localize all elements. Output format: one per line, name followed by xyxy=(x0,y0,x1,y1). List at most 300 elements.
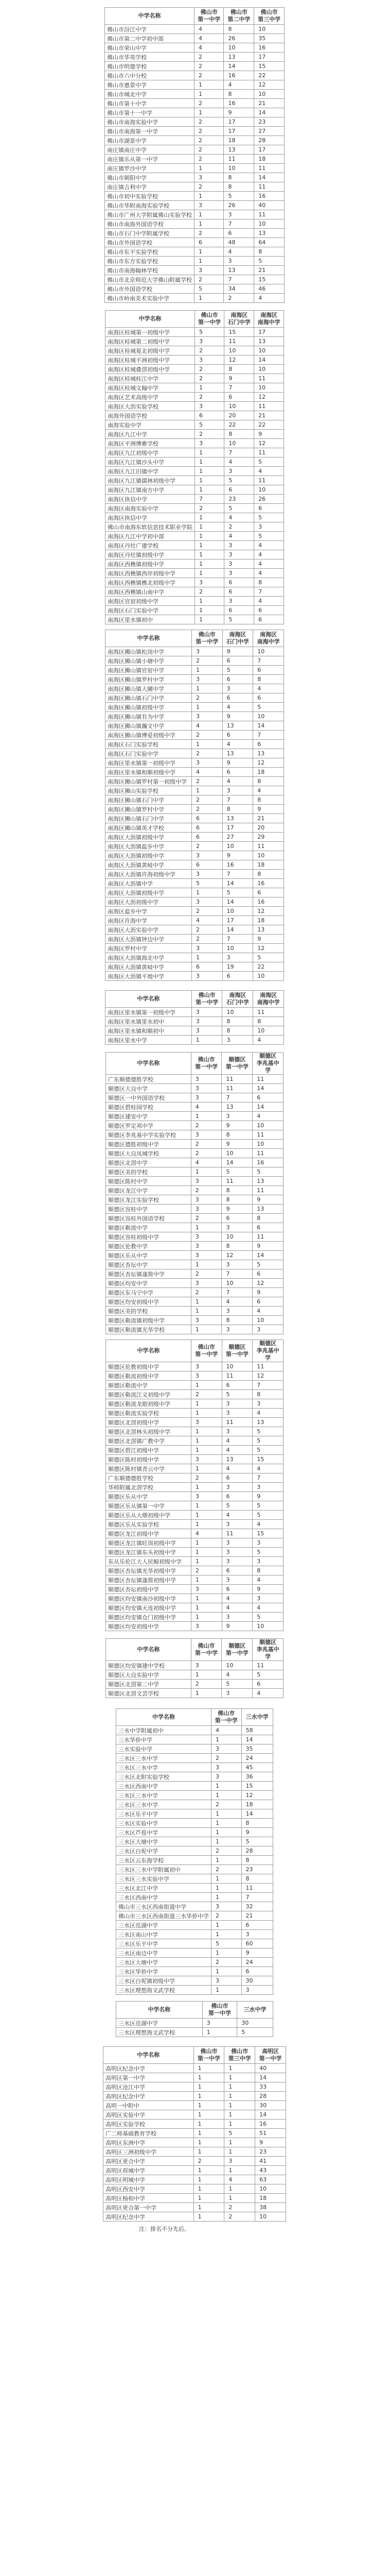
quota-cell: 19 xyxy=(222,962,253,972)
school-name-cell: 南庄镇罗沙中学 xyxy=(105,164,194,173)
table-row xyxy=(105,749,284,758)
table-row xyxy=(106,1186,284,1195)
quota-cell: 8 xyxy=(253,870,284,879)
quota-cell: 10 xyxy=(253,1121,284,1130)
table-row xyxy=(116,1800,273,1809)
quota-cell: 3 xyxy=(222,1223,253,1232)
quota-cell: 14 xyxy=(253,1084,284,1093)
column-header-school: 中学名称 xyxy=(106,1639,191,1661)
quota-cell: 1 xyxy=(224,2138,255,2147)
table-row xyxy=(105,1017,284,1026)
quota-cell: 11 xyxy=(253,1186,284,1195)
quota-cell: 6 xyxy=(222,731,253,740)
table-row xyxy=(106,1195,284,1205)
table-row xyxy=(105,888,284,897)
quota-cell: 1 xyxy=(191,786,222,795)
quota-cell: 11 xyxy=(253,1362,284,1371)
school-name-cell: 南海区狮山镇石门中学 xyxy=(105,795,192,805)
school-name-cell: 南海区桂城叠滘初级中学 xyxy=(105,365,195,374)
table-row xyxy=(106,1501,284,1511)
school-name-cell: 佛山市南海东软信息技术职业学院 xyxy=(105,522,195,532)
school-name-cell: 佛山市北京师范大学佛山附属学校 xyxy=(105,275,194,284)
table-row xyxy=(105,383,284,393)
quota-cell: 1 xyxy=(211,1893,242,1902)
quota-cell: 7 xyxy=(195,495,224,504)
quota-cell: 7 xyxy=(241,1893,273,1902)
school-name-cell: 南海区九江中学初中部 xyxy=(105,532,195,541)
table-row xyxy=(116,1763,273,1772)
school-name-cell: 佛山市南海实验中学 xyxy=(105,117,194,127)
column-header-quota: 佛山市 第三中学 xyxy=(254,8,285,25)
table-row xyxy=(103,2175,286,2184)
table-row xyxy=(103,2203,286,2212)
quota-cell: 1 xyxy=(195,522,224,532)
column-header-quota: 佛山市 第一中学 xyxy=(194,8,224,25)
school-name-cell: 三水区大塘中学 xyxy=(116,1837,211,1846)
quota-cell: 8 xyxy=(222,1130,253,1140)
quota-cell: 1 xyxy=(224,2110,255,2120)
quota-cell: 4 xyxy=(253,1520,284,1529)
quota-cell: 9 xyxy=(222,1205,253,1214)
school-name-cell: 顺德区陈村初级中学 xyxy=(106,1455,191,1464)
quota-cell: 7 xyxy=(222,935,253,944)
quota-cell: 5 xyxy=(253,1167,284,1177)
quota-cell: 11 xyxy=(254,476,284,485)
column-header-quota: 南海区 南海中学 xyxy=(253,991,284,1008)
quota-cell: 2 xyxy=(211,1754,242,1763)
quota-cell: 4 xyxy=(222,1436,253,1446)
table-row xyxy=(105,117,285,127)
school-name-cell: 南海区桂城平洲初级中学 xyxy=(105,355,195,365)
quota-cell: 2 xyxy=(194,155,224,164)
quota-cell: 10 xyxy=(255,2212,286,2222)
school-name-cell: 南海区里水镇第一初级中学 xyxy=(105,1008,192,1017)
quota-cell: 1 xyxy=(211,1819,242,1828)
table-row xyxy=(103,2082,286,2092)
school-name-cell: 南海区大沥镇初级中学 xyxy=(105,833,192,842)
column-header-quota: 南海区 南海中学 xyxy=(254,311,284,328)
table-row xyxy=(105,284,285,294)
table-row xyxy=(105,560,284,569)
quota-cell: 5 xyxy=(253,1670,284,1680)
quota-cell: 1 xyxy=(211,1782,242,1791)
quota-cell: 10 xyxy=(224,346,254,355)
quota-cell: 11 xyxy=(254,448,284,457)
quota-cell: 1 xyxy=(195,532,224,541)
table-row xyxy=(116,2019,273,2028)
table-row xyxy=(105,731,284,740)
quota-cell: 6 xyxy=(191,823,222,833)
quota-cell: 2 xyxy=(211,1911,242,1921)
quota-cell: 5 xyxy=(253,1501,284,1511)
column-header-quota: 佛山市 第一中学 xyxy=(191,1639,222,1661)
school-name-cell: 南海区罗村中学 xyxy=(105,944,192,953)
column-header-school: 中学名称 xyxy=(116,1709,211,1726)
table-row xyxy=(116,1902,273,1911)
table-row xyxy=(103,2129,286,2138)
quota-cell: 15 xyxy=(253,1529,284,1538)
quota-cell: 1 xyxy=(195,513,224,522)
school-name-cell: 佛山市惠景中学 xyxy=(105,80,194,90)
quota-cell: 10 xyxy=(253,1140,284,1149)
table-row xyxy=(116,1986,273,1995)
quota-table xyxy=(104,7,285,303)
table-row xyxy=(116,1939,273,1948)
quota-cell: 3 xyxy=(222,1399,253,1409)
quota-cell: 17 xyxy=(254,328,284,337)
school-name-cell: 顺德区乐从镇第一中学 xyxy=(106,1501,191,1511)
table-row xyxy=(105,833,284,842)
table-row xyxy=(116,1754,273,1763)
table-header-row xyxy=(105,8,285,25)
quota-cell: 63 xyxy=(255,2175,286,2184)
table-row xyxy=(103,2120,286,2129)
table-header-row xyxy=(116,1709,273,1726)
quota-cell: 2 xyxy=(194,99,224,108)
quota-cell: 11 xyxy=(253,1008,284,1017)
quota-cell: 4 xyxy=(222,1297,253,1307)
table-row xyxy=(106,1362,284,1371)
quota-cell: 13 xyxy=(253,1177,284,1186)
quota-cell: 2 xyxy=(191,1140,222,1149)
school-name-cell: 三水区范湖中学 xyxy=(116,2019,203,2028)
quota-cell: 20 xyxy=(253,823,284,833)
table-row xyxy=(106,1371,284,1381)
table-row xyxy=(106,1223,284,1232)
school-name-cell: 顺德区乐从大墩初级中学 xyxy=(106,1511,191,1520)
school-name-cell: 高明区杨和中学 xyxy=(103,2194,194,2203)
table-row xyxy=(116,1893,273,1902)
quota-cell: 24 xyxy=(241,1754,273,1763)
school-name-cell: 顺德区龙江中学 xyxy=(106,1186,191,1195)
quota-cell: 3 xyxy=(191,870,222,879)
quota-cell: 8 xyxy=(222,1026,253,1036)
quota-cell: 1 xyxy=(224,2073,255,2082)
quota-cell: 7 xyxy=(224,383,254,393)
quota-cell: 4 xyxy=(222,703,253,712)
quota-cell: 27 xyxy=(222,833,253,842)
school-name-cell: 广东顺德德胜学校 xyxy=(106,1473,191,1483)
quota-cell: 5 xyxy=(253,1511,284,1520)
school-name-cell: 顺德区北滘林头初级中学 xyxy=(106,1427,191,1436)
quota-cell: 11 xyxy=(222,1371,253,1381)
table-row xyxy=(116,1930,273,1939)
quota-cell: 1 xyxy=(191,1511,222,1520)
school-name-cell: 佛山市三水区西南街道中学 xyxy=(116,1902,211,1911)
quota-cell: 3 xyxy=(191,1661,222,1670)
school-name-cell: 高明区实验学校 xyxy=(103,2120,194,2129)
quota-cell: 4 xyxy=(253,684,284,693)
quota-cell: 2 xyxy=(211,1846,242,1856)
quota-cell: 3 xyxy=(191,1242,222,1251)
school-name-cell: 三水区南山中学 xyxy=(116,1930,211,1939)
quota-cell: 2 xyxy=(193,2157,224,2166)
quota-cell: 5 xyxy=(237,2028,273,2037)
school-name-cell: 高明区东洲中学 xyxy=(103,2138,194,2147)
quota-cell: 1 xyxy=(195,383,224,393)
quota-cell: 8 xyxy=(224,25,254,34)
table-row xyxy=(105,550,284,560)
quota-cell: 8 xyxy=(241,1856,273,1865)
quota-cell: 6 xyxy=(191,962,222,972)
quota-cell: 12 xyxy=(253,1371,284,1381)
table-row xyxy=(106,1399,284,1409)
table-row xyxy=(105,944,284,953)
quota-cell: 10 xyxy=(254,485,284,495)
quota-cell: 2 xyxy=(191,1269,222,1279)
quota-cell: 3 xyxy=(224,569,254,578)
quota-cell: 23 xyxy=(254,117,285,127)
quota-cell: 9 xyxy=(224,374,254,383)
quota-cell: 6 xyxy=(241,1921,273,1930)
quota-cell: 1 xyxy=(191,1036,222,1045)
school-name-cell: 三水区三水中学 xyxy=(116,1763,211,1772)
table-row xyxy=(105,34,285,43)
quota-cell: 3 xyxy=(222,1520,253,1529)
table-row xyxy=(106,1680,284,1689)
school-name-cell: 三水区理想海文武学校 xyxy=(116,1986,211,1995)
school-name-cell: 南海区狮山镇英才学校 xyxy=(105,823,192,833)
quota-cell: 40 xyxy=(255,2064,286,2073)
quota-cell: 10 xyxy=(253,1026,284,1036)
quota-cell: 1 xyxy=(224,2184,255,2194)
quota-cell: 30 xyxy=(255,2101,286,2110)
table-row xyxy=(105,935,284,944)
quota-cell: 14 xyxy=(255,2110,286,2120)
quota-cell: 1 xyxy=(224,2101,255,2110)
school-name-cell: 南海区狮山镇大圃中学 xyxy=(105,684,192,693)
quota-cell: 3 xyxy=(194,173,224,182)
table-row xyxy=(103,2166,286,2175)
table-row xyxy=(116,1921,273,1930)
school-name-cell: 顺德区均安镇天连初级中学 xyxy=(106,1603,191,1613)
quota-cell: 3 xyxy=(191,1084,222,1093)
quota-cell: 30 xyxy=(237,2019,273,2028)
table-row xyxy=(105,666,284,675)
quota-cell: 2 xyxy=(191,842,222,851)
table-row xyxy=(106,1279,284,1288)
quota-cell: 3 xyxy=(253,1399,284,1409)
table-row xyxy=(105,870,284,879)
table-row xyxy=(105,522,284,532)
school-name-cell: 佛山市南海翰林学校 xyxy=(105,266,194,275)
table-row xyxy=(105,328,284,337)
quota-cell: 9 xyxy=(222,712,253,721)
table-row xyxy=(106,1613,284,1622)
table-row xyxy=(116,1846,273,1856)
quota-cell: 2 xyxy=(195,346,224,355)
school-name-cell: 三水区实验中学 xyxy=(116,1819,211,1828)
quota-cell: 4 xyxy=(224,2175,255,2184)
quota-cell: 11 xyxy=(224,155,254,164)
quota-cell: 1 xyxy=(191,1260,222,1269)
quota-cell: 60 xyxy=(241,1939,273,1948)
quota-cell: 10 xyxy=(254,219,285,229)
quota-cell: 1 xyxy=(194,164,224,173)
school-name-cell: 三水区北江中学 xyxy=(116,1884,211,1893)
column-header-quota: 南海区 石门中学 xyxy=(222,630,253,647)
quota-cell: 2 xyxy=(194,53,224,62)
school-name-cell: 南海区大沥实验中学 xyxy=(105,925,192,935)
school-name-cell: 南海区南海实验中学 xyxy=(105,504,195,513)
quota-cell: 5 xyxy=(224,192,254,201)
quota-cell: 14 xyxy=(254,173,285,182)
school-name-cell: 南海区狮山镇博爱初级中学 xyxy=(105,731,192,740)
quota-cell: 4 xyxy=(191,721,222,731)
quota-cell: 23 xyxy=(255,2147,286,2157)
table-header-row xyxy=(105,311,284,328)
quota-cell: 6 xyxy=(222,768,253,777)
quota-cell: 2 xyxy=(191,1680,222,1689)
school-name-cell: 南海区大沥镇平地中学 xyxy=(105,972,192,981)
school-name-cell: 顺德区勒流中学 xyxy=(106,1381,191,1390)
table-row xyxy=(105,504,284,513)
quota-cell: 1 xyxy=(224,2166,255,2175)
table-row xyxy=(106,1232,284,1242)
table-row xyxy=(106,1214,284,1223)
table-row xyxy=(106,1075,284,1084)
school-name-cell: 顺德区东马宁中学 xyxy=(106,1288,191,1297)
quota-cell: 16 xyxy=(254,43,285,53)
column-header-quota: 佛山市 第三中学 xyxy=(224,2047,255,2064)
quota-cell: 16 xyxy=(254,192,285,201)
quota-cell: 1 xyxy=(193,2166,224,2175)
school-name-cell: 东从乐伦江大人民鲸初级中学 xyxy=(106,1557,191,1566)
quota-cell: 13 xyxy=(253,1205,284,1214)
quota-cell: 3 xyxy=(191,851,222,860)
quota-cell: 3 xyxy=(222,1548,253,1557)
school-name-cell: 佛山市石门中学附属学校 xyxy=(105,229,194,238)
school-name-cell: 南海区狮山镇初级中学 xyxy=(105,703,192,712)
quota-cell: 1 xyxy=(211,1884,242,1893)
school-name-cell: 佛山市荣山中学 xyxy=(105,43,194,53)
table-header-row xyxy=(105,991,284,1008)
quota-cell: 7 xyxy=(222,795,253,805)
quota-cell: 2 xyxy=(195,374,224,383)
table-row xyxy=(105,842,284,851)
quota-cell: 1 xyxy=(211,1828,242,1837)
table-row xyxy=(105,805,284,814)
school-name-cell: 顺德区北滘文芸学校 xyxy=(106,1689,191,1698)
school-name-cell: 佛山市华附南海实验学校 xyxy=(105,201,194,210)
school-name-cell: 南海区大沥镇海北中学 xyxy=(105,953,192,962)
table-row xyxy=(106,1381,284,1390)
quota-cell: 21 xyxy=(254,411,284,420)
quota-cell: 1 xyxy=(191,1446,222,1455)
table-header-row xyxy=(106,1053,284,1075)
school-name-cell: 顺德区容桂外国语学校 xyxy=(106,1214,191,1223)
school-name-cell: 佛山市南海第一中学 xyxy=(105,127,194,136)
table-row xyxy=(105,1036,284,1045)
quota-cell: 13 xyxy=(254,229,285,238)
quota-cell: 3 xyxy=(191,1026,222,1036)
quota-cell: 11 xyxy=(254,182,285,192)
quota-cell: 1 xyxy=(194,247,224,257)
school-name-cell: 佛山市第十一中学 xyxy=(105,108,194,117)
quota-cell: 1 xyxy=(202,2028,237,2037)
quota-cell: 16 xyxy=(224,99,254,108)
quota-cell: 51 xyxy=(255,2129,286,2138)
table-row xyxy=(105,795,284,805)
quota-cell: 4 xyxy=(253,1689,284,1698)
quota-cell: 27 xyxy=(254,127,285,136)
table-row xyxy=(116,1865,273,1874)
quota-cell: 2 xyxy=(194,136,224,145)
quota-cell: 14 xyxy=(255,2073,286,2082)
school-name-cell: 顺德区罗定邦中学 xyxy=(106,1121,191,1130)
table-row xyxy=(105,411,284,420)
table-row xyxy=(105,823,284,833)
quota-cell: 8 xyxy=(253,675,284,684)
quota-cell: 13 xyxy=(253,1418,284,1427)
quota-cell: 1 xyxy=(193,2064,224,2073)
table-row xyxy=(103,2147,286,2157)
school-name-cell: 南海区大沥实验学校 xyxy=(105,402,195,411)
quota-cell: 2 xyxy=(194,145,224,155)
table-row xyxy=(106,1140,284,1149)
quota-cell: 2 xyxy=(194,117,224,127)
table-row xyxy=(105,127,285,136)
school-name-cell: 高明区三洲初级中学 xyxy=(103,2147,194,2157)
quota-cell: 21 xyxy=(254,266,285,275)
table-row xyxy=(106,1446,284,1455)
quota-cell: 30 xyxy=(241,1976,273,1986)
quota-cell: 4 xyxy=(253,1112,284,1121)
quota-cell: 13 xyxy=(253,749,284,758)
table-row xyxy=(105,275,285,284)
table-row xyxy=(106,1177,284,1186)
quota-cell: 6 xyxy=(253,1297,284,1307)
table-row xyxy=(105,164,285,173)
table-row xyxy=(105,192,285,201)
quota-cell: 21 xyxy=(241,1911,273,1921)
quota-cell: 2 xyxy=(195,587,224,597)
school-name-cell: 顺德区大良实验中学 xyxy=(106,1670,191,1680)
quota-cell: 13 xyxy=(222,814,253,823)
school-name-cell: 顺德区北滘镇广教中学 xyxy=(106,1436,191,1446)
quota-cell: 6 xyxy=(222,972,253,981)
school-name-cell: 三水区三水实验中学 xyxy=(116,1874,211,1884)
table-row xyxy=(105,99,285,108)
table-row xyxy=(105,266,285,275)
quota-cell: 6 xyxy=(224,587,254,597)
school-name-cell: 南海区里水镇初中 xyxy=(105,615,195,624)
footnote: 注：排名不分先后。 xyxy=(139,2226,190,2232)
quota-cell: 23 xyxy=(224,495,254,504)
quota-cell: 4 xyxy=(224,457,254,467)
school-name-cell: 顺德区一中外国语学校 xyxy=(106,1093,191,1103)
quota-cell: 6 xyxy=(222,693,253,703)
quota-cell: 26 xyxy=(254,495,284,504)
quota-cell: 8 xyxy=(253,1017,284,1026)
table-row xyxy=(106,1594,284,1603)
quota-cell: 6 xyxy=(224,393,254,402)
quota-cell: 10 xyxy=(253,851,284,860)
quota-cell: 1 xyxy=(191,1325,222,1334)
quota-cell: 1 xyxy=(193,2138,224,2147)
table-row xyxy=(106,1689,284,1698)
quota-cell: 1 xyxy=(191,1464,222,1473)
school-name-cell: 三水区三水中学 xyxy=(116,1754,211,1763)
table-row xyxy=(105,71,285,80)
school-name-cell: 南海区九江镇南方中学 xyxy=(105,485,195,495)
quota-cell: 3 xyxy=(202,2019,237,2028)
quota-cell: 1 xyxy=(224,2120,255,2129)
table-row xyxy=(106,1288,284,1297)
quota-cell: 3 xyxy=(224,2157,255,2166)
quota-cell: 6 xyxy=(224,229,254,238)
quota-cell: 8 xyxy=(254,578,284,587)
